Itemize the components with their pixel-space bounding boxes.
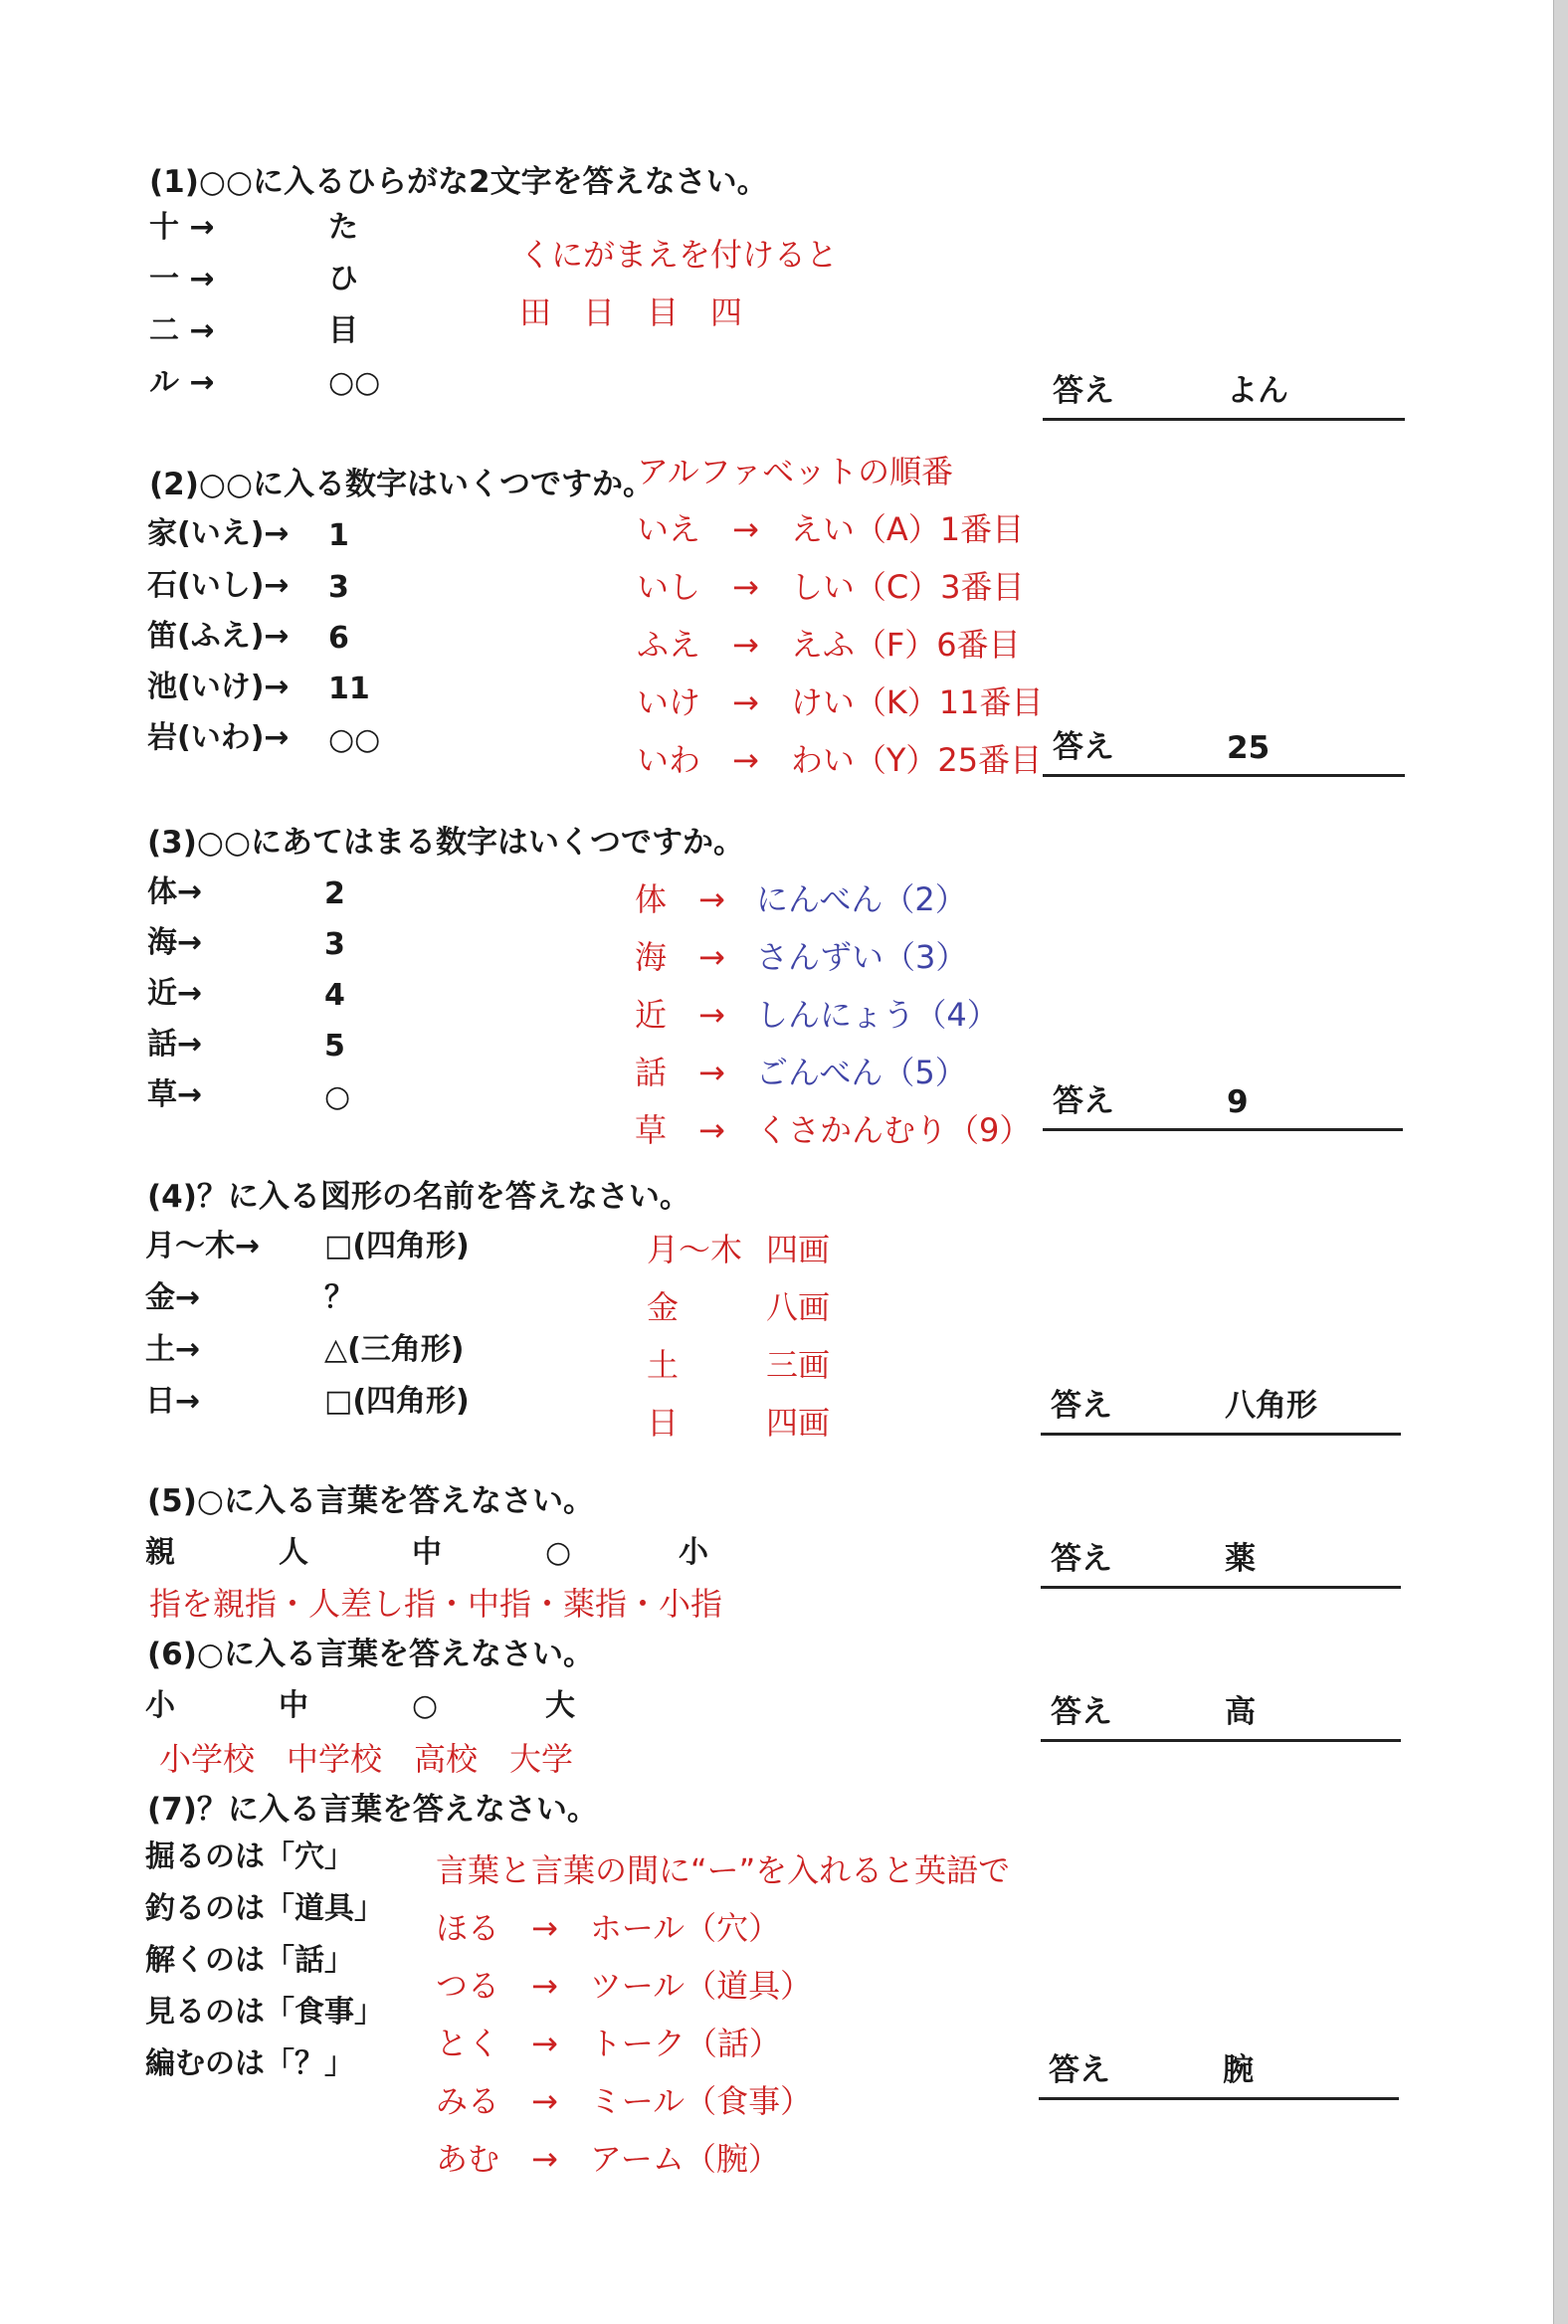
q1-row-right: ○○ [328,365,381,400]
q2-hint-title: アルファベットの順番 [637,453,954,490]
q2-answer: 25 [1227,730,1271,766]
q3-hint-text: さんずい（3） [756,938,968,976]
q2-row-left: 笛(ふえ)→ [147,619,290,654]
q2-hint-line: いし → しい（C）3番目 [637,568,1025,606]
q1-row-left: 十 → [149,210,215,245]
q4-hint-a: 金 [647,1288,680,1326]
q6-word: 大 [545,1688,575,1723]
q7-hint-line: ほる → ホール（穴） [436,1909,781,1947]
q4-hint-a: 日 [647,1404,680,1442]
q7-row: 釣るのは「道具」 [145,1891,384,1926]
answer-label: 答え [1049,2052,1110,2088]
q5-title: (5)○に入る言葉を答えなさい。 [147,1483,594,1519]
q6-word: ○ [412,1688,439,1723]
q2-row-left: 池(いけ)→ [147,670,290,704]
q2-row-right: 6 [328,621,349,656]
q4-row-right: △(三角形) [324,1332,465,1367]
q4-row-left: 土→ [145,1332,201,1367]
answer-label: 答え [1053,729,1114,765]
q1-row-left: ル → [149,365,215,400]
q1-hint-line1: くにがまえを付けると [519,236,839,274]
q3-row-left: 草→ [147,1077,203,1112]
q5-answer: 薬 [1225,1541,1256,1577]
q5-word: 中 [412,1535,442,1570]
q2-row-left: 家(いえ)→ [147,516,290,551]
q1-row-left: 二 → [149,313,215,348]
q3-row-left: 話→ [147,1027,203,1062]
q2-hint-line: いけ → けい（K）11番目 [637,683,1044,721]
q3-row-right: 3 [324,927,345,962]
q1-answer: よん [1227,373,1288,409]
answer-label: 答え [1051,1541,1112,1577]
q4-row-left: 月～木→ [145,1229,261,1263]
q3-hint-text: しんにょう（4） [756,996,999,1034]
q3-hint-text: くさかんむり（9） [756,1111,1032,1149]
q4-hint-a: 月～木 [647,1231,743,1268]
q7-hint-title: 言葉と言葉の間に“ー”を入れると英語で [436,1851,1011,1889]
q1-row-left: 一 → [149,262,215,296]
q2-hint-line: いわ → わい（Y）25番目 [637,741,1043,779]
answer-label: 答え [1051,1388,1112,1424]
q1-row-right: ひ [328,262,358,296]
page-edge [1553,0,1568,2324]
q6-word: 小 [145,1688,175,1723]
q7-title: (7)？に入る言葉を答えなさい。 [147,1792,598,1828]
q3-answer: 9 [1227,1084,1249,1120]
q3-hint-kanji: 海 → [635,938,725,976]
q4-row-right: □(四角形) [324,1229,470,1263]
q3-hint-kanji: 体 → [635,880,725,918]
q7-answer-box [1039,2049,1399,2100]
q2-answer-box [1043,726,1405,777]
q3-row-left: 体→ [147,874,203,909]
q3-hint-kanji: 草 → [635,1111,725,1149]
q3-row-left: 海→ [147,925,203,960]
q2-row-left: 石(いし)→ [147,568,290,603]
q4-hint-b: 四画 [766,1404,831,1442]
q7-row: 解くのは「話」 [145,1943,354,1978]
q1-title: (1)○○に入るひらがな2文字を答えなさい。 [149,164,768,200]
answer-label: 答え [1053,373,1114,409]
q4-row-right: □(四角形) [324,1384,470,1419]
q6-title: (6)○に入る言葉を答えなさい。 [147,1637,594,1672]
q3-row-right: 2 [324,876,345,911]
q4-row-right: ？ [324,1280,354,1315]
q7-hint-line: とく → トーク（話） [436,2025,781,2062]
q3-hint-kanji: 話 → [635,1054,725,1091]
q6-hint: 小学校 中学校 高校 大学 [159,1740,574,1778]
q2-row-right: 1 [328,518,349,553]
q4-title: (4)？に入る図形の名前を答えなさい。 [147,1179,690,1215]
q1-hint-line2: 田 日 目 四 [519,293,743,331]
q3-hint-text: ごんべん（5） [756,1054,967,1091]
q7-row: 掘るのは「穴」 [145,1840,354,1874]
answer-label: 答え [1051,1694,1112,1730]
q3-hint-text: にんべん（2） [756,880,967,918]
q7-row: 編むのは「？」 [145,2046,354,2081]
q3-row-right: 4 [324,978,345,1013]
q5-word: 小 [679,1535,708,1570]
q3-hint-kanji: 近 → [635,996,725,1034]
q4-hint-b: 八画 [766,1288,831,1326]
q7-answer: 腕 [1223,2052,1254,2088]
q3-row-left: 近→ [147,976,203,1011]
q1-answer-box [1043,370,1405,421]
q2-row-right: ○○ [328,722,381,757]
q2-row-left: 岩(いわ)→ [147,720,290,755]
q3-row-right: ○ [324,1079,351,1114]
q5-word: 親 [145,1535,175,1570]
q7-hint-line: あむ → アーム（腕） [436,2140,780,2178]
q5-answer-box [1041,1538,1401,1589]
q2-hint-line: ふえ → えふ（F）6番目 [637,626,1021,664]
q5-word: 人 [279,1535,308,1570]
q1-row-right: た [328,210,358,245]
q3-answer-box [1043,1080,1403,1131]
q7-hint-line: つる → ツール（道具） [436,1967,813,2005]
q6-answer-box [1041,1691,1401,1742]
q4-hint-b: 三画 [766,1346,831,1384]
q4-hint-a: 土 [647,1346,680,1384]
answer-label: 答え [1053,1083,1114,1119]
q2-title: (2)○○に入る数字はいくつですか。 [149,467,655,502]
q4-hint-b: 四画 [766,1231,831,1268]
q4-row-left: 金→ [145,1280,201,1315]
q7-hint-line: みる → ミール（食事） [436,2082,813,2120]
q5-word: ○ [545,1535,572,1570]
q4-row-left: 日→ [145,1384,201,1419]
q2-row-right: 3 [328,570,349,605]
q2-row-right: 11 [328,672,370,706]
q2-hint-line: いえ → えい（A）1番目 [637,510,1025,548]
q4-answer-box [1041,1385,1401,1436]
q5-hint: 指を親指・人差し指・中指・薬指・小指 [149,1585,723,1623]
q3-row-right: 5 [324,1029,345,1064]
q6-word: 中 [279,1688,308,1723]
q6-answer: 高 [1225,1694,1256,1730]
q1-row-right: 目 [328,313,358,348]
q7-row: 見るのは「食事」 [145,1995,384,2030]
q4-answer: 八角形 [1225,1388,1317,1424]
q3-title: (3)○○にあてはまる数字はいくつですか。 [147,825,745,861]
